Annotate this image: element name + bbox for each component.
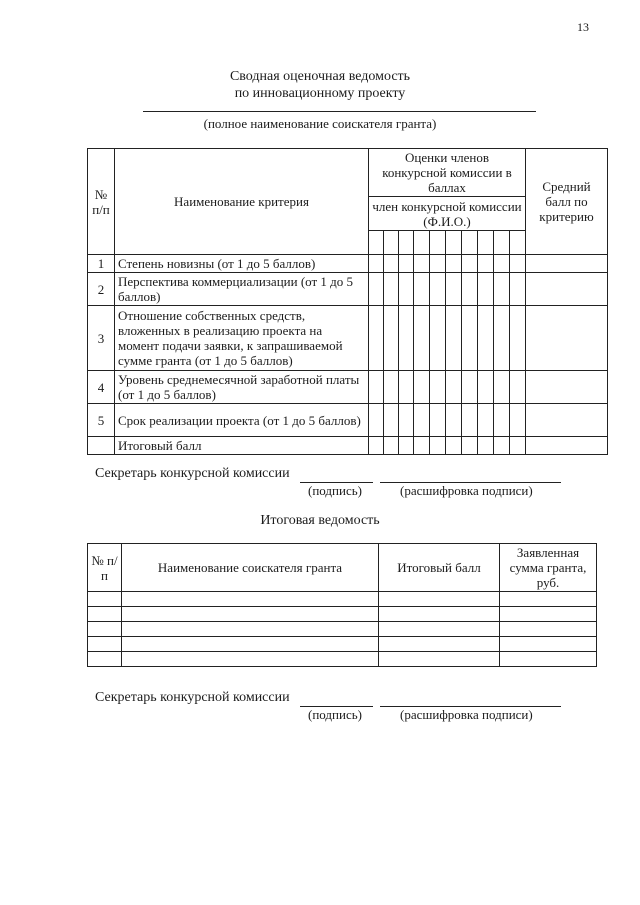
final-table [87,543,597,667]
criterion-text: Уровень среднемесячной заработной платы (от 1 до 5 баллов) [115,371,369,404]
final-statement-title: Итоговая ведомость [260,513,380,528]
criterion-text: Отношение собственных средств, вложенных в реализацию проекта на момент подачи заявки, к запрашиваемой сумме гранта (от 1 до 5 баллов) [115,306,369,371]
header-final-score: Итоговый балл [379,544,500,592]
header-num: № п/п [88,149,115,255]
criterion-text: Срок реализации проекта (от 1 до 5 баллов) [115,404,369,437]
applicant-name-line [143,111,536,112]
row-num: 1 [88,255,115,273]
header-num: № п/п [88,544,122,592]
row-num: 4 [88,371,115,404]
row-num: 2 [88,273,115,306]
row-num: 3 [88,306,115,371]
signature-caption: (подпись) [308,707,362,722]
header-member: член конкурсной комиссии (Ф.И.О.) [369,197,526,231]
applicant-caption: (полное наименование соискателя гранта) [203,116,437,131]
header-average: Средний балл по критерию [526,149,608,255]
document-title: Сводная оценочная ведомость [229,69,411,84]
document-subtitle: по инновационному проекту [234,86,406,101]
header-scores: Оценки членов конкурсной комиссии в баллах [369,149,526,197]
header-applicant: Наименование соискателя гранта [122,544,379,592]
total-score-label: Итоговый балл [115,437,369,455]
row-num: 5 [88,404,115,437]
page-number: 13 [577,20,589,34]
signature-decode-caption: (расшифровка подписи) [400,483,533,498]
evaluation-table [87,148,608,455]
header-amount: Заявленная сумма гранта, руб. [500,544,597,592]
secretary-label: Секретарь конкурсной комиссии [95,466,290,481]
criterion-text: Степень новизны (от 1 до 5 баллов) [115,255,369,273]
row-num [88,437,115,455]
criterion-text: Перспектива коммерциализации (от 1 до 5 баллов) [115,273,369,306]
secretary-label: Секретарь конкурсной комиссии [95,690,290,705]
header-criteria: Наименование критерия [115,149,369,255]
signature-caption: (подпись) [308,483,362,498]
signature-decode-caption: (расшифровка подписи) [400,707,533,722]
